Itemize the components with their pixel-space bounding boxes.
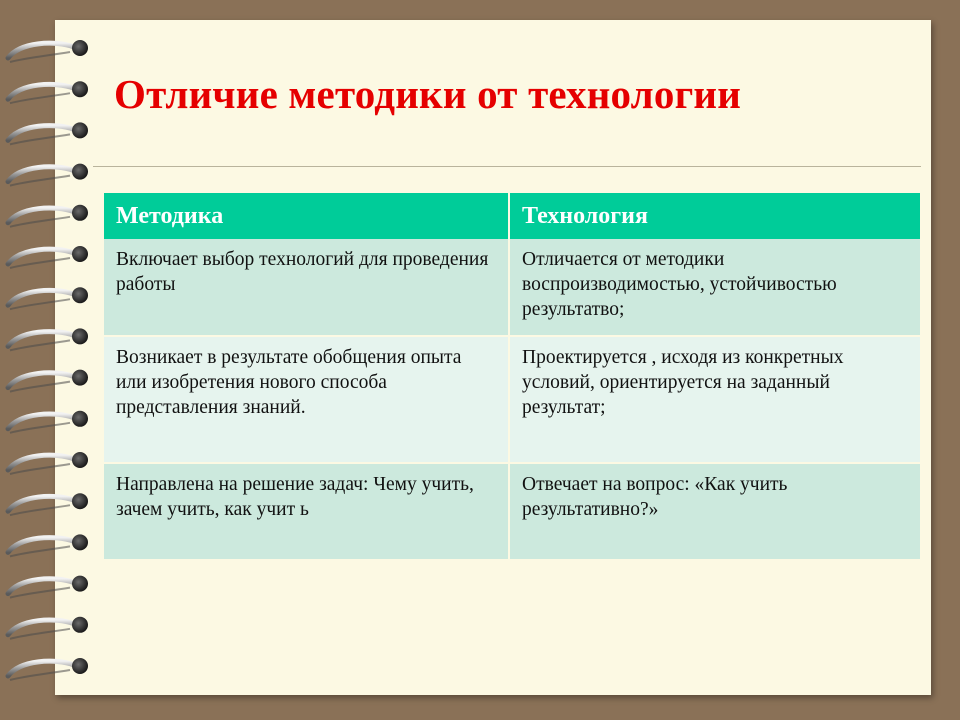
title-divider xyxy=(93,166,921,167)
spiral-binding xyxy=(0,0,110,720)
binding-hole xyxy=(72,534,88,550)
cell-technology: Отличается от методики воспроизводимостью, устойчивостью результатво; xyxy=(509,239,920,336)
table-row xyxy=(104,239,920,336)
spiral-ring-shadow xyxy=(10,340,70,350)
slide-title: Отличие методики от технологии xyxy=(114,71,742,117)
table-header-row xyxy=(104,193,920,239)
binding-hole xyxy=(72,411,88,427)
table-row xyxy=(104,463,920,559)
header-technology: Технология xyxy=(509,193,920,239)
spiral-ring-shadow xyxy=(10,258,70,268)
spiral-ring-shadow xyxy=(10,299,70,309)
binding-hole xyxy=(72,205,88,221)
spiral-ring-shadow xyxy=(10,134,70,144)
cell-technology: Проектируется , исходя из конкретных условий, ориентируется на заданный результат; xyxy=(509,336,920,463)
spiral-ring-shadow xyxy=(10,464,70,474)
spiral-ring-shadow xyxy=(10,505,70,515)
spiral-ring-shadow xyxy=(10,670,70,680)
spiral-ring-shadow xyxy=(10,423,70,433)
binding-hole xyxy=(72,617,88,633)
binding-hole xyxy=(72,328,88,344)
binding-hole xyxy=(72,658,88,674)
spiral-ring-shadow xyxy=(10,382,70,392)
spiral-ring-shadow xyxy=(10,176,70,186)
binding-hole xyxy=(72,287,88,303)
binding-hole xyxy=(72,122,88,138)
cell-methodology: Направлена на решение задач: Чему учить, зачем учить, как учит ь xyxy=(104,463,509,559)
spiral-ring-shadow xyxy=(10,588,70,598)
spiral-ring-shadow xyxy=(10,93,70,103)
binding-hole xyxy=(72,452,88,468)
binding-hole xyxy=(72,40,88,56)
cell-methodology: Включает выбор технологий для проведения работы xyxy=(104,239,509,336)
comparison-table xyxy=(104,193,920,559)
spiral-ring-shadow xyxy=(10,546,70,556)
spiral-ring-shadow xyxy=(10,629,70,639)
cell-methodology: Возникает в результате обобщения опыта или изобретения нового способа представления знаний. xyxy=(104,336,509,463)
binding-hole xyxy=(72,370,88,386)
binding-hole xyxy=(72,576,88,592)
spiral-ring-shadow xyxy=(10,217,70,227)
table-row xyxy=(104,336,920,463)
cell-technology: Отвечает на вопрос: «Как учить результативно?» xyxy=(509,463,920,559)
binding-hole xyxy=(72,164,88,180)
spiral-ring-shadow xyxy=(10,52,70,62)
header-methodology: Методика xyxy=(104,193,509,239)
binding-hole xyxy=(72,246,88,262)
binding-hole xyxy=(72,493,88,509)
binding-hole xyxy=(72,81,88,97)
